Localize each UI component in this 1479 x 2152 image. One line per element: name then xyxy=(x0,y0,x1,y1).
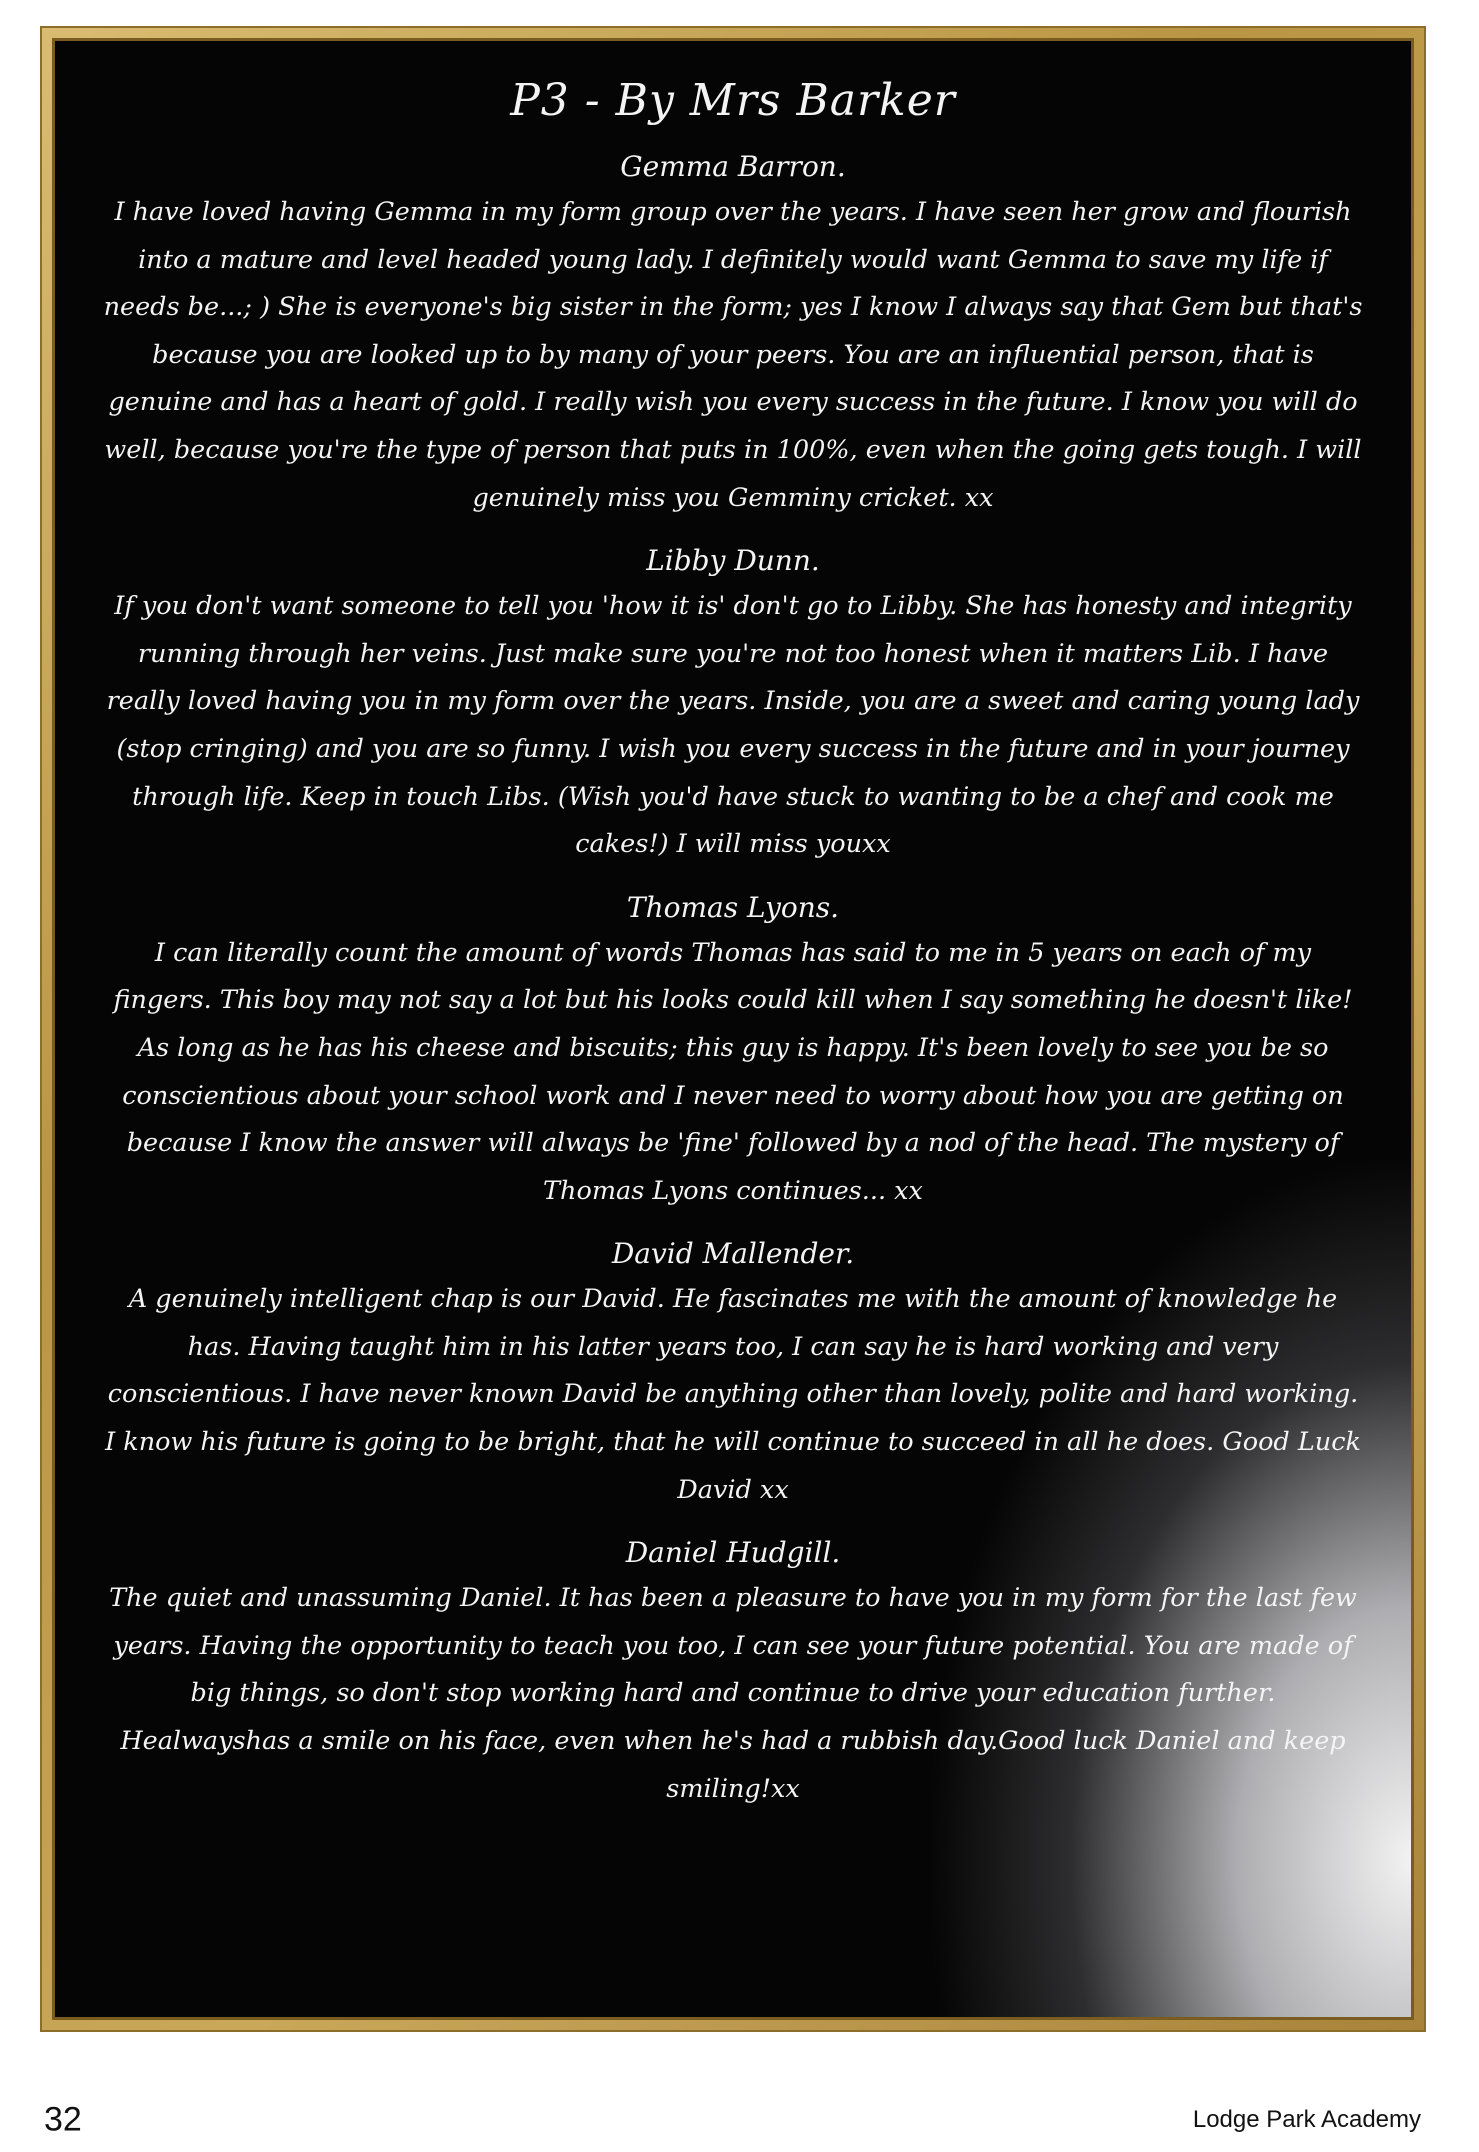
entry-name: Gemma Barron. xyxy=(620,150,846,183)
gold-frame xyxy=(40,26,1426,2032)
entry-text: A genuinely intelligent chap is our David. He fascinates me with the amount of knowledge he has. Having taught him in his latter years too, I can say he is hard working and very conscientious. I have never known David be anything other than lovely, polite and hard working. I know his future is going to be bright, that he will continue to succeed in all he does. Good Luck David xx xyxy=(105,1284,1361,1505)
entry-thomas-lyons xyxy=(103,891,1363,1216)
entry-text: I can literally count the amount of words Thomas has said to me in 5 years on each of my fingers. This boy may not say a lot but his looks could kill when I say something he doesn't like! As long as he has his cheese and biscuits; this guy is happy. It's been lovely to see you be so conscientious about your school work and I never need to worry about how you are getting on because I know the answer will always be 'fine' followed by a nod of the head. The mystery of Thomas Lyons continues... xx xyxy=(113,937,1353,1206)
page-number: 32 xyxy=(44,2100,82,2139)
entry-text: The quiet and unassuming Daniel. It has been a pleasure to have you in my form for the last few years. Having the opportunity to teach you too, I can see your future potential. You are made of big things, so don't stop working hard and continue to drive your education further. Healwayshas a smile on his face, even when he's had a rubbish day.Good luck Daniel and keep smiling!xx xyxy=(109,1583,1357,1804)
entry-daniel-hudgill xyxy=(103,1536,1363,1813)
entry-name: Libby Dunn. xyxy=(646,544,820,578)
entry-name: David Mallender. xyxy=(611,1237,855,1271)
entry-name: Thomas Lyons. xyxy=(626,890,840,924)
entry-name: Daniel Hudgill. xyxy=(625,1536,841,1570)
entry-text: If you don't want someone to tell you 'how it is' don't go to Libby. She has honesty and integrity running through her veins. Just make sure you're not too honest when it matters Lib. I have really loved having you in my form over the years. Inside, you are a sweet and caring young lady (stop cringing) and you are so funny. I wish you every success in the future and in your journey through life. Keep in touch Libs. (Wish you'd have stuck to wanting to be a chef and cook me cakes!) I will miss youxx xyxy=(106,591,1360,860)
chalkboard xyxy=(52,38,1414,2020)
entry-libby-dunn xyxy=(103,544,1363,869)
school-name: Lodge Park Academy xyxy=(1192,2106,1421,2133)
entry-david-mallender xyxy=(103,1237,1363,1514)
page-title: P3 - By Mrs Barker xyxy=(510,75,956,126)
entry-text: I have loved having Gemma in my form group over the years. I have seen her grow and flourish into a mature and level headed young lady. I definitely would want Gemma to save my life if needs be...; ) She is everyone's big sister in the form; yes I know I always say that Gem but that's because you are looked up to by many of your peers. You are an influential person, that is genuine and has a heart of gold. I really wish you every success in the future. I know you will do well, because you're the type of person that puts in 100%, even when the going gets tough. I will genuinely miss you Gemminy cricket. xx xyxy=(103,197,1363,513)
entry-gemma-barron xyxy=(103,150,1363,522)
